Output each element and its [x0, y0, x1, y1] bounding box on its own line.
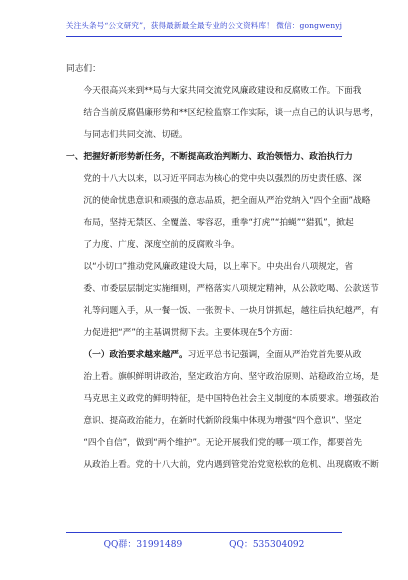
paragraph-line: 马克思主义政党的鲜明特征，是中国特色社会主义制度的本质要求。增强政治	[83, 394, 379, 404]
footer-divider	[66, 532, 342, 533]
page-footer	[0, 537, 408, 550]
paragraph-line: （一）政治要求越来越严。习近平总书记强调，全面从严治党首先要从政	[83, 350, 362, 360]
section-heading-1: 一、把握好新形势新任务，不断提高政治判断力、政治领悟力、政治执行力	[66, 152, 353, 162]
paragraph-line: 与同志们共同交流、切磋。	[83, 130, 188, 140]
paragraph-line: 力促进把“严”的主基调贯彻下去。主要体现在5个方面：	[83, 328, 298, 338]
paragraph-line: 从政治上看。党的十八大前，党内遇到管党治党宽松软的危机、出现腐败不断	[83, 460, 379, 470]
paragraph-small-cut	[66, 256, 379, 344]
paragraph-line: 结合当前反腐倡廉形势和**区纪检监察工作实际，谈一点自己的认识与思考，	[83, 108, 379, 118]
paragraph-line: 党的十八大以来，以习近平同志为核心的党中央以强烈的历史责任感、深	[83, 174, 362, 184]
header-divider	[66, 36, 342, 37]
paragraph-line: 委、市委层层制定实施细则，严格落实八项规定精神，从公款吃喝、公款送节	[83, 284, 379, 294]
footer-qq-group: QQ群：31991489	[103, 540, 183, 550]
paragraph-political-requirements	[66, 344, 379, 476]
paragraph-line: 沉的使命忧患意识和顽强的意志品质，把全面从严治党纳入“四个全面”战略	[83, 196, 371, 206]
document-body	[66, 58, 379, 476]
paragraph-intro	[66, 80, 379, 146]
paragraph-line: 今天很高兴来到**局与大家共同交流党风廉政建设和反腐败工作。下面我	[83, 86, 362, 96]
paragraph-history	[66, 168, 371, 256]
page-header-banner	[0, 20, 408, 31]
paragraph-line: 布局，坚持无禁区、全覆盖、零容忍，重拳“打虎”“拍蝇”“猎狐”，掀起	[83, 218, 354, 228]
paragraph-line: “四个自信”，做到“两个维护”。无论开展我们党的哪一项工作，都要首先	[83, 438, 363, 448]
paragraph-line: 治上看。旗帜鲜明讲政治，坚定政治方向、坚守政治原则、站稳政治立场，是	[83, 372, 379, 382]
footer-qq: QQ：535304092	[229, 540, 305, 550]
header-text: 关注头条号“公文研究”，获得最新最全最专业的公文资料库！ 微信：gongwenyj	[65, 21, 343, 30]
paragraph-line: 以“小切口”推动党风廉政建设大局，以上率下。中央出台八项规定，省	[83, 262, 354, 272]
paragraph-line: 礼等问题入手，从一餐一饭、一张贺卡、一块月饼抓起，越往后执纪越严，有	[83, 306, 379, 316]
paragraph-line: 了力度、广度、深度空前的反腐败斗争。	[83, 240, 240, 250]
paragraph-line: 意识、提高政治能力，在新时代新阶段集中体现为增强“四个意识”、坚定	[83, 416, 362, 426]
salutation: 同志们：	[66, 64, 101, 74]
subsection-lead: （一）政治要求越来越严。	[83, 350, 188, 360]
